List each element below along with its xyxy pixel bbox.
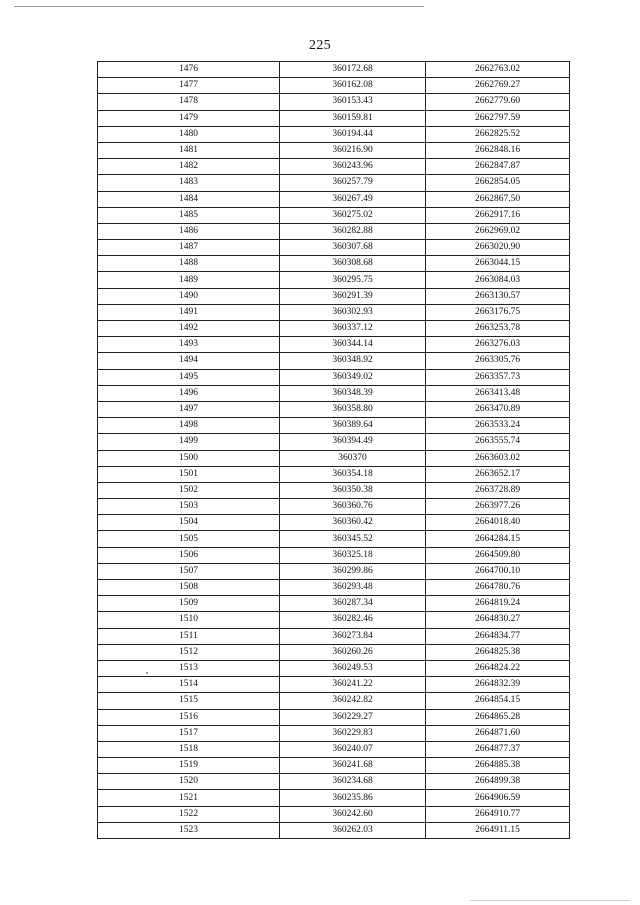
table-row (98, 774, 570, 790)
y-coordinate-cell: 2663130.57 (426, 288, 570, 304)
table-row (98, 240, 570, 256)
coordinates-table-container (97, 61, 570, 839)
y-coordinate-cell: 2662769.27 (426, 78, 570, 94)
point-number-cell: 1496 (98, 385, 280, 401)
point-number-cell: 1501 (98, 466, 280, 482)
table-row (98, 94, 570, 110)
y-coordinate-cell: 2664911.15 (426, 822, 570, 838)
y-coordinate-cell: 2662847.87 (426, 159, 570, 175)
x-coordinate-cell: 360325.18 (280, 547, 426, 563)
table-row (98, 758, 570, 774)
x-coordinate-cell: 360229.83 (280, 725, 426, 741)
y-coordinate-cell: 2662969.02 (426, 223, 570, 239)
table-row (98, 547, 570, 563)
y-coordinate-cell: 2663044.15 (426, 256, 570, 272)
y-coordinate-cell: 2664819.24 (426, 596, 570, 612)
y-coordinate-cell: 2663176.75 (426, 304, 570, 320)
x-coordinate-cell: 360344.14 (280, 337, 426, 353)
y-coordinate-cell: 2664865.28 (426, 709, 570, 725)
table-row (98, 385, 570, 401)
y-coordinate-cell: 2664700.10 (426, 563, 570, 579)
point-number-cell: 1489 (98, 272, 280, 288)
y-coordinate-cell: 2664018.40 (426, 515, 570, 531)
y-coordinate-cell: 2663253.78 (426, 321, 570, 337)
x-coordinate-cell: 360354.18 (280, 466, 426, 482)
x-coordinate-cell: 360299.86 (280, 563, 426, 579)
point-number-cell: 1484 (98, 191, 280, 207)
table-row (98, 304, 570, 320)
point-number-cell: 1518 (98, 741, 280, 757)
point-number-cell: 1480 (98, 126, 280, 142)
point-number-cell: 1492 (98, 321, 280, 337)
table-row (98, 563, 570, 579)
bottom-border-line (470, 900, 630, 901)
point-number-cell: 1521 (98, 790, 280, 806)
x-coordinate-cell: 360172.68 (280, 62, 426, 78)
point-number-cell: 1522 (98, 806, 280, 822)
y-coordinate-cell: 2663555.74 (426, 434, 570, 450)
point-number-cell: 1483 (98, 175, 280, 191)
point-number-cell: 1485 (98, 207, 280, 223)
point-number-cell: 1510 (98, 612, 280, 628)
y-coordinate-cell: 2663470.89 (426, 401, 570, 417)
y-coordinate-cell: 2664885.38 (426, 758, 570, 774)
point-number-cell: 1512 (98, 644, 280, 660)
y-coordinate-cell: 2662763.02 (426, 62, 570, 78)
point-number-cell: 1487 (98, 240, 280, 256)
y-coordinate-cell: 2663020.90 (426, 240, 570, 256)
x-coordinate-cell: 360240.07 (280, 741, 426, 757)
table-row (98, 822, 570, 838)
coordinates-table-body (98, 62, 570, 839)
x-coordinate-cell: 360389.64 (280, 418, 426, 434)
table-row (98, 126, 570, 142)
point-number-cell: 1486 (98, 223, 280, 239)
point-number-cell: 1509 (98, 596, 280, 612)
y-coordinate-cell: 2663977.26 (426, 499, 570, 515)
y-coordinate-cell: 2663305.76 (426, 353, 570, 369)
x-coordinate-cell: 360273.84 (280, 628, 426, 644)
x-coordinate-cell: 360267.49 (280, 191, 426, 207)
coordinates-table (97, 61, 570, 839)
table-row (98, 207, 570, 223)
table-row (98, 806, 570, 822)
table-row (98, 272, 570, 288)
y-coordinate-cell: 2664824.22 (426, 660, 570, 676)
point-number-cell: 1504 (98, 515, 280, 531)
x-coordinate-cell: 360241.22 (280, 677, 426, 693)
x-coordinate-cell: 360293.48 (280, 580, 426, 596)
point-number-cell: 1490 (98, 288, 280, 304)
x-coordinate-cell: 360349.02 (280, 369, 426, 385)
y-coordinate-cell: 2664830.27 (426, 612, 570, 628)
y-coordinate-cell: 2664871.60 (426, 725, 570, 741)
point-number-cell: 1508 (98, 580, 280, 596)
point-number-cell: 1519 (98, 758, 280, 774)
table-row (98, 175, 570, 191)
x-coordinate-cell: 360337.12 (280, 321, 426, 337)
table-row (98, 434, 570, 450)
x-coordinate-cell: 360229.27 (280, 709, 426, 725)
x-coordinate-cell: 360348.92 (280, 353, 426, 369)
table-row (98, 531, 570, 547)
point-number-cell: 1495 (98, 369, 280, 385)
x-coordinate-cell: 360153.43 (280, 94, 426, 110)
x-coordinate-cell: 360370 (280, 450, 426, 466)
x-coordinate-cell: 360345.52 (280, 531, 426, 547)
table-row (98, 515, 570, 531)
point-number-cell: 1499 (98, 434, 280, 450)
x-coordinate-cell: 360295.75 (280, 272, 426, 288)
x-coordinate-cell: 360358.80 (280, 401, 426, 417)
table-row (98, 612, 570, 628)
point-number-cell: 1498 (98, 418, 280, 434)
point-number-cell: 1523 (98, 822, 280, 838)
point-number-cell: 1476 (98, 62, 280, 78)
table-row (98, 482, 570, 498)
y-coordinate-cell: 2662779.60 (426, 94, 570, 110)
table-row (98, 256, 570, 272)
table-row (98, 142, 570, 158)
x-coordinate-cell: 360360.42 (280, 515, 426, 531)
table-row (98, 401, 570, 417)
x-coordinate-cell: 360282.46 (280, 612, 426, 628)
y-coordinate-cell: 2663533.24 (426, 418, 570, 434)
table-row (98, 78, 570, 94)
y-coordinate-cell: 2664906.59 (426, 790, 570, 806)
table-row (98, 741, 570, 757)
point-number-cell: 1513 (98, 660, 280, 676)
x-coordinate-cell: 360291.39 (280, 288, 426, 304)
table-row (98, 466, 570, 482)
x-coordinate-cell: 360234.68 (280, 774, 426, 790)
y-coordinate-cell: 2664284.15 (426, 531, 570, 547)
point-number-cell: 1494 (98, 353, 280, 369)
table-row (98, 418, 570, 434)
point-number-cell: 1506 (98, 547, 280, 563)
x-coordinate-cell: 360394.49 (280, 434, 426, 450)
point-number-cell: 1514 (98, 677, 280, 693)
point-number-cell: 1503 (98, 499, 280, 515)
page-number: 225 (309, 38, 331, 53)
y-coordinate-cell: 2663084.03 (426, 272, 570, 288)
y-coordinate-cell: 2664825.38 (426, 644, 570, 660)
y-coordinate-cell: 2664832.39 (426, 677, 570, 693)
point-number-cell: 1479 (98, 110, 280, 126)
x-coordinate-cell: 360162.08 (280, 78, 426, 94)
point-number-cell: 1520 (98, 774, 280, 790)
point-number-cell: 1511 (98, 628, 280, 644)
point-number-cell: 1482 (98, 159, 280, 175)
y-coordinate-cell: 2662917.16 (426, 207, 570, 223)
x-coordinate-cell: 360260.26 (280, 644, 426, 660)
x-coordinate-cell: 360242.82 (280, 693, 426, 709)
y-coordinate-cell: 2663276.03 (426, 337, 570, 353)
table-row (98, 693, 570, 709)
point-number-cell: 1491 (98, 304, 280, 320)
x-coordinate-cell: 360360.76 (280, 499, 426, 515)
y-coordinate-cell: 2664877.37 (426, 741, 570, 757)
table-row (98, 110, 570, 126)
point-number-cell: 1507 (98, 563, 280, 579)
point-number-cell: 1515 (98, 693, 280, 709)
table-row (98, 596, 570, 612)
x-coordinate-cell: 360282.88 (280, 223, 426, 239)
x-coordinate-cell: 360348.39 (280, 385, 426, 401)
y-coordinate-cell: 2663728.89 (426, 482, 570, 498)
table-row (98, 644, 570, 660)
table-row (98, 353, 570, 369)
table-row (98, 580, 570, 596)
x-coordinate-cell: 360243.96 (280, 159, 426, 175)
point-number-cell: 1505 (98, 531, 280, 547)
table-row (98, 725, 570, 741)
y-coordinate-cell: 2664509.80 (426, 547, 570, 563)
table-row (98, 499, 570, 515)
y-coordinate-cell: 2664780.76 (426, 580, 570, 596)
x-coordinate-cell: 360216.90 (280, 142, 426, 158)
x-coordinate-cell: 360257.79 (280, 175, 426, 191)
table-row (98, 660, 570, 676)
point-number-cell: 1478 (98, 94, 280, 110)
y-coordinate-cell: 2663603.02 (426, 450, 570, 466)
x-coordinate-cell: 360242.60 (280, 806, 426, 822)
y-coordinate-cell: 2663652.17 (426, 466, 570, 482)
y-coordinate-cell: 2662854.05 (426, 175, 570, 191)
x-coordinate-cell: 360159.81 (280, 110, 426, 126)
x-coordinate-cell: 360235.86 (280, 790, 426, 806)
point-number-cell: 1477 (98, 78, 280, 94)
y-coordinate-cell: 2663357.73 (426, 369, 570, 385)
scan-speck (146, 672, 148, 674)
x-coordinate-cell: 360275.02 (280, 207, 426, 223)
table-row (98, 159, 570, 175)
top-border-line (14, 6, 424, 7)
y-coordinate-cell: 2664899.38 (426, 774, 570, 790)
point-number-cell: 1517 (98, 725, 280, 741)
y-coordinate-cell: 2662797.59 (426, 110, 570, 126)
point-number-cell: 1497 (98, 401, 280, 417)
x-coordinate-cell: 360241.68 (280, 758, 426, 774)
y-coordinate-cell: 2663413.48 (426, 385, 570, 401)
table-row (98, 191, 570, 207)
x-coordinate-cell: 360287.34 (280, 596, 426, 612)
y-coordinate-cell: 2662825.52 (426, 126, 570, 142)
y-coordinate-cell: 2664834.77 (426, 628, 570, 644)
x-coordinate-cell: 360249.53 (280, 660, 426, 676)
point-number-cell: 1481 (98, 142, 280, 158)
table-row (98, 790, 570, 806)
table-row (98, 677, 570, 693)
y-coordinate-cell: 2662867.50 (426, 191, 570, 207)
table-row (98, 337, 570, 353)
table-row (98, 288, 570, 304)
y-coordinate-cell: 2664910.77 (426, 806, 570, 822)
x-coordinate-cell: 360307.68 (280, 240, 426, 256)
point-number-cell: 1493 (98, 337, 280, 353)
table-row (98, 709, 570, 725)
x-coordinate-cell: 360350.38 (280, 482, 426, 498)
table-row (98, 223, 570, 239)
table-row (98, 369, 570, 385)
y-coordinate-cell: 2664854.15 (426, 693, 570, 709)
x-coordinate-cell: 360262.03 (280, 822, 426, 838)
table-row (98, 628, 570, 644)
table-row (98, 62, 570, 78)
point-number-cell: 1500 (98, 450, 280, 466)
x-coordinate-cell: 360194.44 (280, 126, 426, 142)
y-coordinate-cell: 2662848.16 (426, 142, 570, 158)
point-number-cell: 1488 (98, 256, 280, 272)
table-row (98, 321, 570, 337)
point-number-cell: 1516 (98, 709, 280, 725)
x-coordinate-cell: 360302.93 (280, 304, 426, 320)
table-row (98, 450, 570, 466)
point-number-cell: 1502 (98, 482, 280, 498)
x-coordinate-cell: 360308.68 (280, 256, 426, 272)
